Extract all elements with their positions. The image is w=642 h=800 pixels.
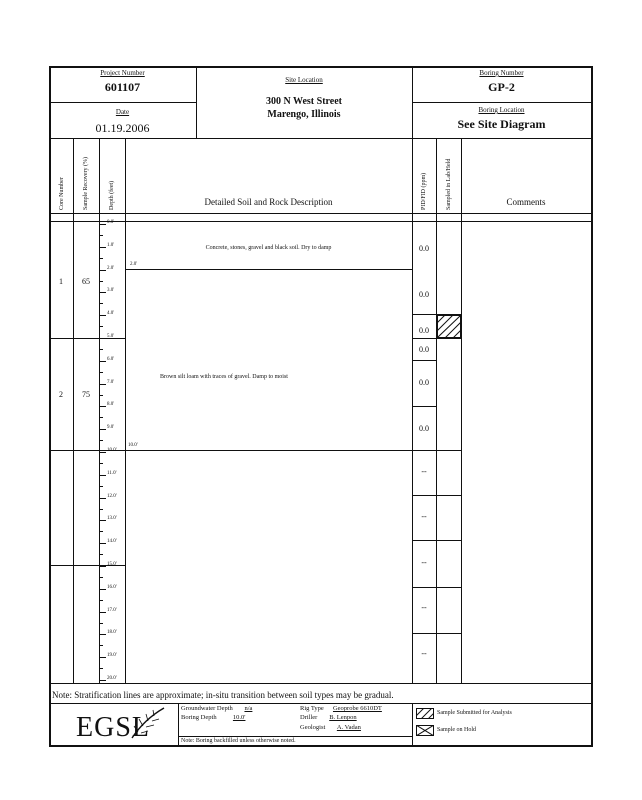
depth-half-tick [99, 463, 103, 464]
boring-number: GP-2 [488, 80, 515, 94]
pid-reading: 0.0 [419, 326, 429, 335]
legend-analysis-label: Sample Submitted for Analysis [437, 710, 512, 716]
depth-tick [99, 270, 106, 271]
depth-tick [99, 520, 106, 521]
boring-location: See Site Diagram [457, 117, 546, 131]
depth-half-tick [99, 486, 103, 487]
site-location-label: Site Location [285, 76, 323, 84]
depth-half-tick [99, 372, 103, 373]
depth-half-tick [99, 577, 103, 578]
stratum-description: Concrete, stones, gravel and black soil. Dry to damp [205, 245, 332, 251]
depth-label: 1.0' [107, 243, 115, 248]
depth-tick [99, 589, 106, 590]
depth-half-tick [99, 623, 103, 624]
date-label: Date [115, 108, 130, 116]
depth-label: 12.0' [107, 494, 117, 499]
col-depth: Depth (feet) [109, 180, 115, 210]
depth-tick [99, 384, 106, 385]
stratum-description: Brown silt loam with traces of gravel. Damp to moist [160, 374, 288, 380]
depth-tick [99, 361, 106, 362]
rig-type-value: Geoprobe 6610DT [332, 705, 382, 712]
sample-recovery: 65 [82, 277, 90, 286]
hatched-legend-icon [416, 708, 434, 719]
depth-half-tick [99, 668, 103, 669]
depth-tick [99, 224, 106, 225]
pid-reading: -- [421, 603, 427, 612]
project-number-label: Project Number [100, 69, 145, 77]
boring-location-label: Boring Location [478, 106, 525, 114]
project-number: 601107 [104, 80, 141, 94]
sample-submitted-marker [437, 315, 461, 338]
depth-label: 6.0' [107, 357, 115, 362]
groundwater-value: n/a [244, 705, 253, 712]
site-address-line2: Marengo, Illinois [267, 109, 341, 120]
driller-value: B. Lenpon [329, 714, 357, 721]
pid-reading: -- [421, 558, 427, 567]
depth-label: 9.0' [107, 425, 115, 430]
core-number: 1 [59, 277, 63, 286]
boring-number-label: Boring Number [479, 69, 524, 77]
backfill-note: Note: Boring backfilled unless otherwise noted. [181, 738, 296, 744]
stratum-boundary-label: 2.0' [130, 262, 138, 267]
geologist-value: A. Vadan [336, 724, 361, 731]
depth-half-tick [99, 326, 103, 327]
depth-tick [99, 292, 106, 293]
site-address-line1: 300 N West Street [265, 96, 342, 107]
boring-depth-label: Boring Depth [181, 714, 217, 721]
depth-label: 0.0' [107, 220, 115, 225]
depth-label: 14.0' [107, 539, 117, 544]
depth-half-tick [99, 258, 103, 259]
depth-label: 5.0' [107, 334, 115, 339]
depth-label: 16.0' [107, 585, 117, 590]
depth-half-tick [99, 235, 103, 236]
depth-half-tick [99, 349, 103, 350]
pid-reading: 0.0 [419, 290, 429, 299]
depth-tick [99, 566, 106, 567]
pid-reading: 0.0 [419, 345, 429, 354]
feather-logo-icon [128, 706, 168, 740]
depth-label: 4.0' [107, 311, 115, 316]
depth-half-tick [99, 395, 103, 396]
depth-tick [99, 543, 106, 544]
pid-reading: -- [421, 467, 427, 476]
depth-half-tick [99, 281, 103, 282]
depth-tick [99, 680, 106, 681]
depth-label: 13.0' [107, 516, 117, 521]
rig-type-label: Rig Type [300, 705, 324, 712]
depth-half-tick [99, 303, 103, 304]
depth-label: 19.0' [107, 653, 117, 658]
stratification-note: Note: Stratification lines are approximate; in-situ transition between soil types may be gradual. [52, 690, 394, 700]
depth-tick [99, 612, 106, 613]
depth-label: 10.0' [107, 448, 117, 453]
depth-label: 17.0' [107, 608, 117, 613]
legend-hold-label: Sample on Hold [437, 727, 476, 733]
depth-tick [99, 475, 106, 476]
depth-half-tick [99, 645, 103, 646]
pid-reading: -- [421, 512, 427, 521]
date-value: 01.19.2006 [95, 121, 150, 135]
depth-tick [99, 498, 106, 499]
depth-tick [99, 247, 106, 248]
boring-depth-value: 10.0' [232, 714, 246, 721]
depth-tick [99, 429, 106, 430]
egsl-logo: EGSL [76, 712, 150, 743]
depth-tick [99, 634, 106, 635]
col-pid: PID/FID (ppm) [421, 172, 427, 210]
depth-tick [99, 657, 106, 658]
pid-reading: 0.0 [419, 378, 429, 387]
depth-half-tick [99, 509, 103, 510]
depth-label: 18.0' [107, 630, 117, 635]
depth-tick [99, 315, 106, 316]
depth-label: 7.0' [107, 380, 115, 385]
depth-half-tick [99, 440, 103, 441]
groundwater-label: Groundwater Depth [181, 705, 233, 712]
depth-half-tick [99, 417, 103, 418]
sample-recovery: 75 [82, 390, 90, 399]
depth-label: 8.0' [107, 402, 115, 407]
depth-label: 2.0' [107, 266, 115, 271]
geologist-label: Geologist [300, 724, 326, 731]
depth-label: 15.0' [107, 562, 117, 567]
crosshatch-legend-icon [416, 725, 434, 736]
pid-reading: 0.0 [419, 424, 429, 433]
pid-reading: 0.0 [419, 244, 429, 253]
core-number: 2 [59, 390, 63, 399]
depth-half-tick [99, 554, 103, 555]
depth-label: 11.0' [107, 471, 117, 476]
depth-half-tick [99, 600, 103, 601]
depth-label: 3.0' [107, 288, 115, 293]
pid-reading: -- [421, 649, 427, 658]
depth-tick [99, 406, 106, 407]
col-comments: Comments [506, 197, 546, 207]
col-description: Detailed Soil and Rock Description [204, 197, 333, 207]
stratum-boundary-label: 10.0' [128, 443, 138, 448]
depth-tick [99, 452, 106, 453]
depth-half-tick [99, 531, 103, 532]
depth-label: 20.0' [107, 676, 117, 681]
col-core-number: Core Number [59, 177, 65, 210]
driller-label: Driller [300, 714, 318, 721]
col-sample-recovery: Sample Recovery (%) [83, 157, 89, 210]
col-sampled: Sampled in Lab/Held [446, 158, 452, 210]
